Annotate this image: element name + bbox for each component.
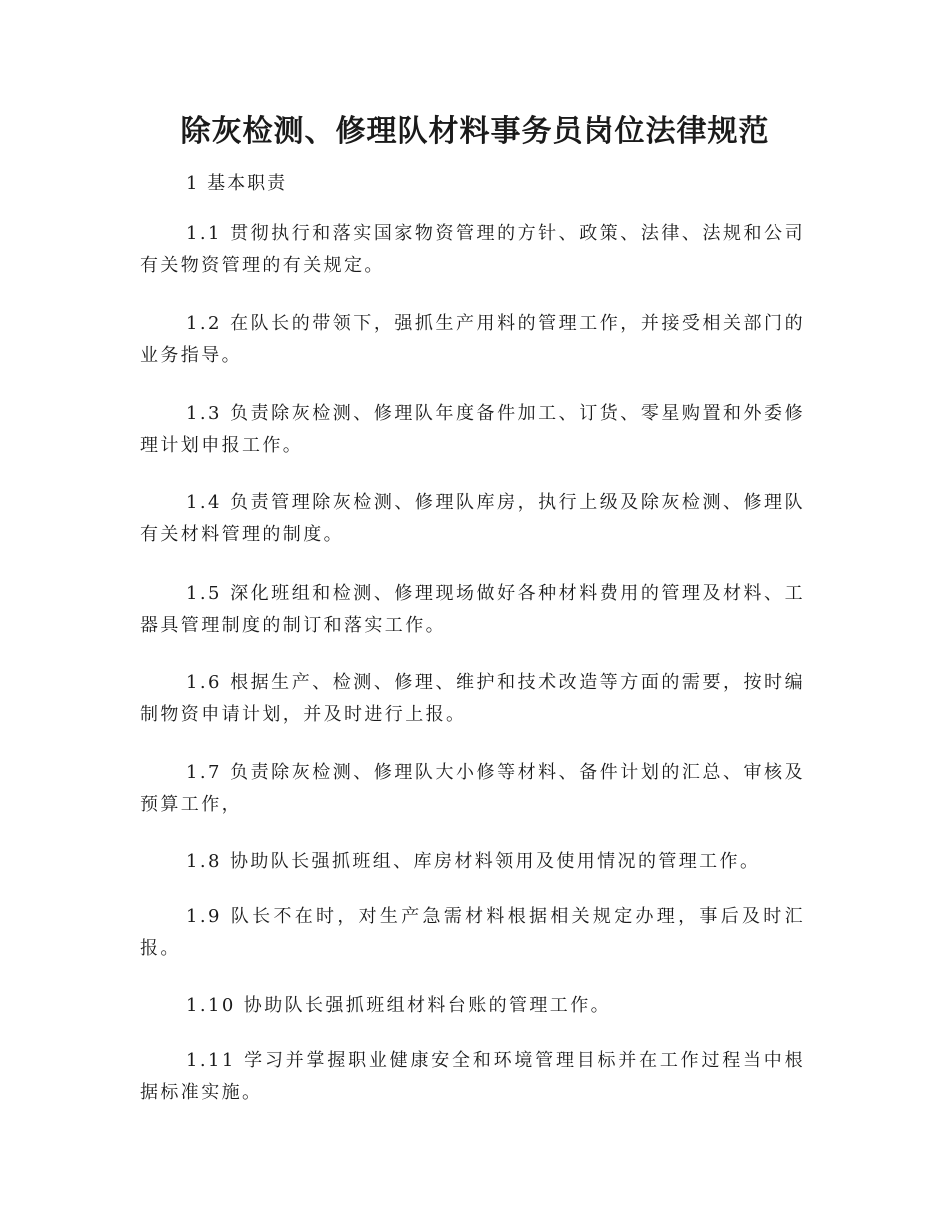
paragraph-1-2: 1.2 在队长的带领下，强抓生产用料的管理工作，并接受相关部门的业务指导。	[140, 313, 805, 366]
paragraph-1-4: 1.4 负责管理除灰检测、修理队库房，执行上级及除灰检测、修理队有关材料管理的制度。	[140, 492, 805, 545]
paragraph-1-9: 1.9 队长不在时，对生产急需材料根据相关规定办理，事后及时汇报。	[140, 906, 805, 959]
paragraph-1-6: 1.6 根据生产、检测、修理、维护和技术改造等方面的需要，按时编制物资申请计划，并及时进行上报。	[140, 672, 805, 725]
page-title: 除灰检测、修理队材料事务员岗位法律规范	[180, 114, 770, 149]
paragraph-1-10: 1.10 协助队长强抓班组材料台账的管理工作。	[186, 995, 611, 1016]
section-heading: 1 基本职责	[186, 173, 288, 194]
paragraph-1-1: 1.1 贯彻执行和落实国家物资管理的方针、政策、法律、法规和公司有关物资管理的有关规定。	[140, 223, 805, 276]
paragraph-1-5: 1.5 深化班组和检测、修理现场做好各种材料费用的管理及材料、工器具管理制度的制订和落实工作。	[140, 583, 805, 636]
paragraph-1-3: 1.3 负责除灰检测、修理队年度备件加工、订货、零星购置和外委修理计划申报工作。	[140, 403, 805, 456]
paragraph-1-11: 1.11 学习并掌握职业健康安全和环境管理目标并在工作过程当中根据标准实施。	[140, 1050, 805, 1103]
paragraph-1-7: 1.7 负责除灰检测、修理队大小修等材料、备件计划的汇总、审核及预算工作，	[140, 762, 805, 815]
paragraph-1-8: 1.8 协助队长强抓班组、库房材料领用及使用情况的管理工作。	[186, 851, 761, 872]
